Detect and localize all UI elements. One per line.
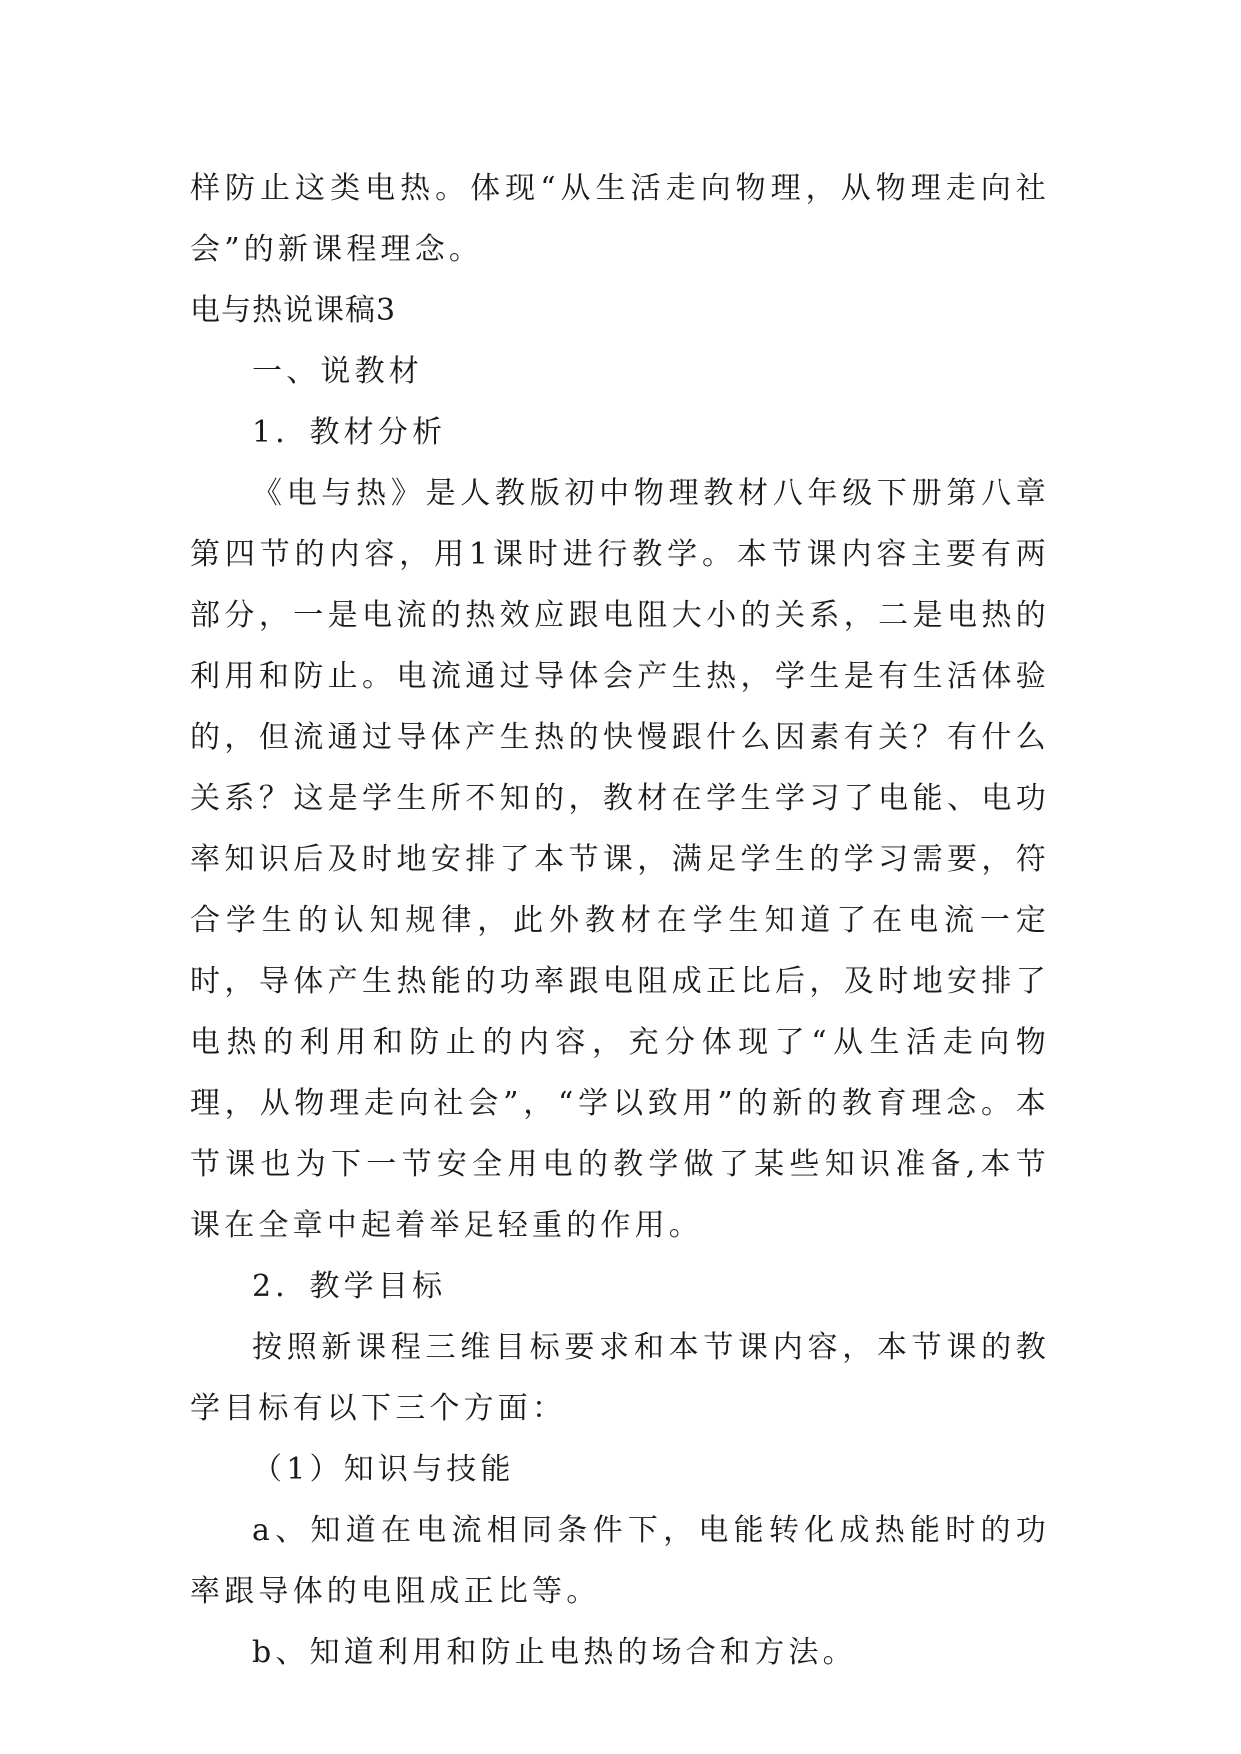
section-title: 电与热说课稿3 [190, 293, 397, 328]
section-heading-textbook: 一、说教材 [252, 354, 423, 389]
subheading-knowledge-skills: （1）知识与技能 [252, 1452, 515, 1487]
document-body [190, 158, 1050, 1683]
subheading-teaching-goals: 2．教学目标 [252, 1269, 447, 1304]
paragraph-textbook-analysis: 《电与热》是人教版初中物理教材八年级下册第八章第四节的内容，用1课时进行教学。本节课内容主要有两部分，一是电流的热效应跟电阻大小的关系，二是电热的利用和防止。电流通过导体会产生热，学生是有生活体验的，但流通过导体产生热的快慢跟什么因素有关？有什么关系？这是学生所不知的，教材在学生学习了电能、电功率知识后及时地安排了本节课，满足学生的学习需要，符合学生的认知规律，此外教材在学生知道了在电流一定时，导体产生热能的功率跟电阻成正比后，及时地安排了电热的利用和防止的内容，充分体现了“从生活走向物理，从物理走向社会”，“学以致用”的新的教育理念。本节课也为下一节安全用电的教学做了某些知识准备,本节课在全章中起着举足轻重的作用。 [190, 476, 1050, 1243]
subheading-textbook-analysis: 1．教材分析 [252, 415, 447, 450]
list-item-b: b、知道利用和防止电热的场合和方法。 [252, 1635, 857, 1670]
paragraph-continuation: 样防止这类电热。体现“从生活走向物理，从物理走向社会”的新课程理念。 [190, 171, 1050, 267]
list-item-a: a、知道在电流相同条件下，电能转化成热能时的功率跟导体的电阻成正比等。 [190, 1513, 1050, 1609]
paragraph-teaching-goals: 按照新课程三维目标要求和本节课内容，本节课的教学目标有以下三个方面： [190, 1330, 1050, 1426]
